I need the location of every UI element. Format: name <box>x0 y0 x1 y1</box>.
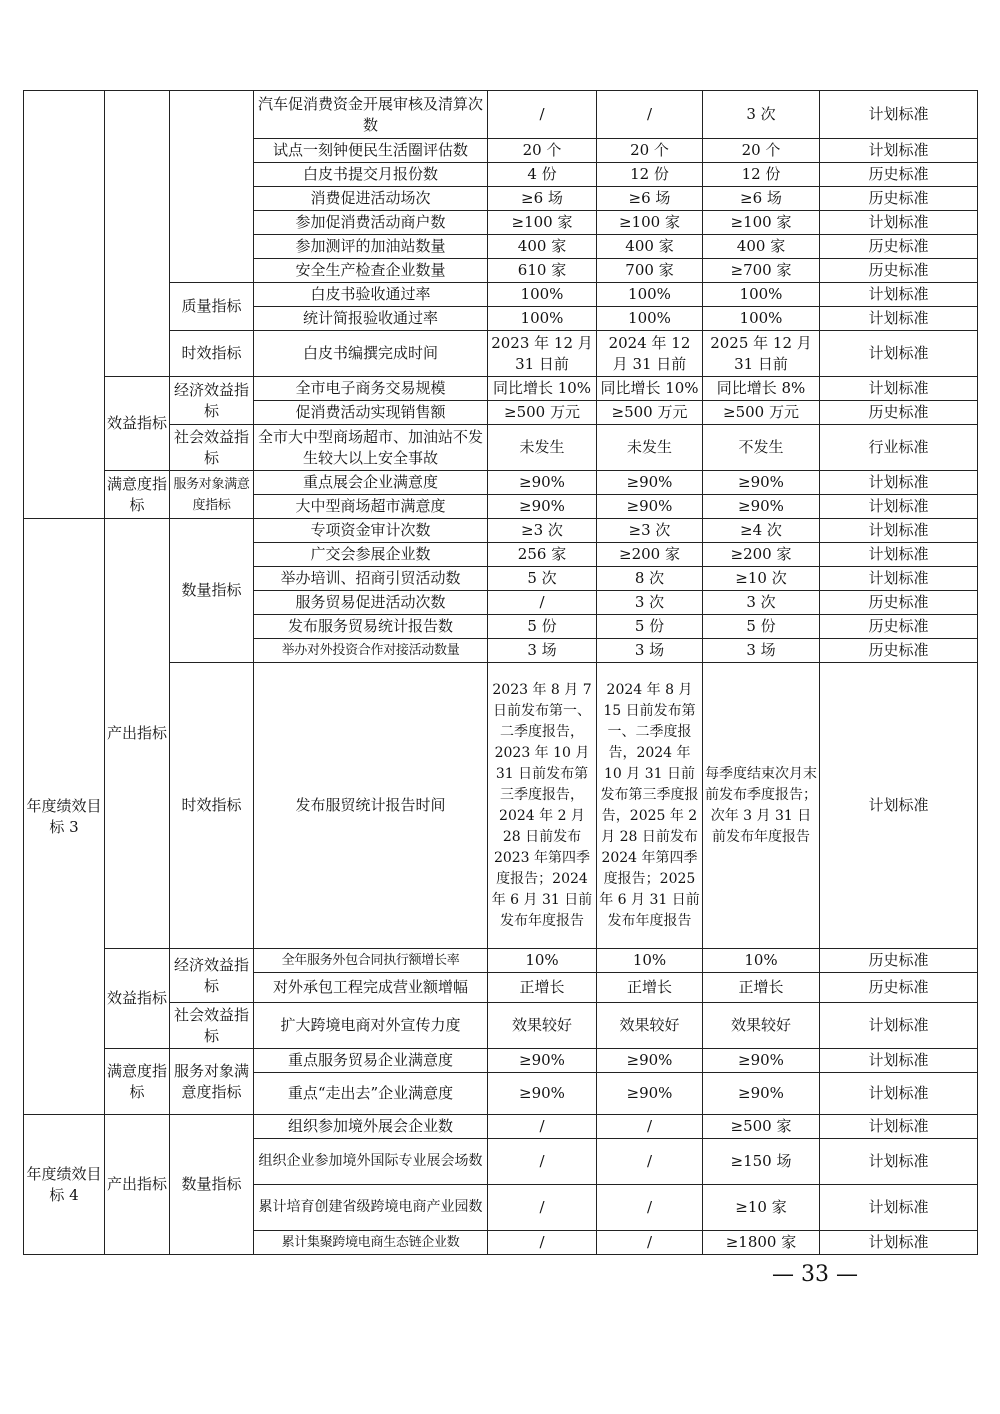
value-2023-cell: ≥90% <box>488 1049 597 1073</box>
section-cell: 时效指标 <box>170 331 254 377</box>
value-2025-cell: ≥500 万元 <box>703 401 820 425</box>
value-2024-cell: 效果较好 <box>597 1003 703 1049</box>
value-2023-cell: 10% <box>488 949 597 973</box>
value-2024-cell: ≥3 次 <box>597 519 703 543</box>
value-2025-cell: 20 个 <box>703 139 820 163</box>
value-2023-cell: 100% <box>488 283 597 307</box>
standard-cell: 历史标准 <box>820 187 978 211</box>
value-2024-cell: ≥90% <box>597 1073 703 1115</box>
value-2023-cell: 未发生 <box>488 425 597 471</box>
indicator-cell: 扩大跨境电商对外宣传力度 <box>254 1003 488 1049</box>
indicator-cell: 参加测评的加油站数量 <box>254 235 488 259</box>
value-2024-cell: 20 个 <box>597 139 703 163</box>
value-2025-cell: 3 场 <box>703 639 820 663</box>
category-cell: 效益指标 <box>105 377 170 471</box>
value-2023-cell: 正增长 <box>488 973 597 1003</box>
value-2025-cell: 100% <box>703 283 820 307</box>
value-2023-cell: / <box>488 1185 597 1231</box>
standard-cell: 计划标准 <box>820 211 978 235</box>
value-2023-cell: ≥500 万元 <box>488 401 597 425</box>
section-cell: 社会效益指标 <box>170 1003 254 1049</box>
indicator-cell: 试点一刻钟便民生活圈评估数 <box>254 139 488 163</box>
value-2024-cell: ≥90% <box>597 495 703 519</box>
section-cell: 质量指标 <box>170 283 254 331</box>
standard-cell: 历史标准 <box>820 949 978 973</box>
value-2024-cell: / <box>597 1115 703 1139</box>
value-2025-cell: ≥4 次 <box>703 519 820 543</box>
indicator-cell: 服务贸易促进活动次数 <box>254 591 488 615</box>
value-2025-cell: 3 次 <box>703 91 820 139</box>
indicator-cell: 举办培训、招商引贸活动数 <box>254 567 488 591</box>
indicator-cell: 发布服贸统计报告时间 <box>254 663 488 949</box>
indicator-cell: 大中型商场超市满意度 <box>254 495 488 519</box>
indicator-cell: 汽车促消费资金开展审核及清算次数 <box>254 91 488 139</box>
indicator-cell: 白皮书编撰完成时间 <box>254 331 488 377</box>
standard-cell: 历史标准 <box>820 639 978 663</box>
standard-cell: 计划标准 <box>820 139 978 163</box>
category-cell: 效益指标 <box>105 949 170 1049</box>
value-2023-cell: ≥6 场 <box>488 187 597 211</box>
indicator-cell: 重点服务贸易企业满意度 <box>254 1049 488 1073</box>
value-2023-cell: 100% <box>488 307 597 331</box>
value-2024-cell: ≥200 家 <box>597 543 703 567</box>
standard-cell: 计划标准 <box>820 1003 978 1049</box>
standard-cell: 计划标准 <box>820 543 978 567</box>
standard-cell: 计划标准 <box>820 1049 978 1073</box>
indicator-cell: 促消费活动实现销售额 <box>254 401 488 425</box>
value-2025-cell: ≥150 场 <box>703 1139 820 1185</box>
value-2025-cell: ≥6 场 <box>703 187 820 211</box>
standard-cell: 计划标准 <box>820 377 978 401</box>
indicator-cell: 消费促进活动场次 <box>254 187 488 211</box>
value-2023-cell: 4 份 <box>488 163 597 187</box>
value-2025-cell: 5 份 <box>703 615 820 639</box>
standard-cell: 计划标准 <box>820 307 978 331</box>
value-2023-cell: 5 次 <box>488 567 597 591</box>
indicator-cell: 组织企业参加境外国际专业展会场数 <box>254 1139 488 1185</box>
value-2025-cell: ≥1800 家 <box>703 1231 820 1255</box>
standard-cell: 计划标准 <box>820 1185 978 1231</box>
value-2025-cell: 同比增长 8% <box>703 377 820 401</box>
value-2025-cell: 400 家 <box>703 235 820 259</box>
indicator-cell: 发布服务贸易统计报告数 <box>254 615 488 639</box>
value-2025-cell: 正增长 <box>703 973 820 1003</box>
indicator-cell: 重点展会企业满意度 <box>254 471 488 495</box>
table-row <box>24 377 978 401</box>
value-2023-cell: ≥90% <box>488 1073 597 1115</box>
value-2025-cell: ≥10 家 <box>703 1185 820 1231</box>
table-row <box>24 91 978 139</box>
standard-cell: 计划标准 <box>820 567 978 591</box>
standard-cell: 计划标准 <box>820 471 978 495</box>
standard-cell: 计划标准 <box>820 663 978 949</box>
value-2025-cell: 10% <box>703 949 820 973</box>
standard-cell: 计划标准 <box>820 283 978 307</box>
value-2025-cell: ≥700 家 <box>703 259 820 283</box>
value-2024-cell: 2024 年 8 月 15 日前发布第一、二季度报告，2024 年 10 月 31 日前发布第三季度报告，2025 年 2 月 28 日前发布 2024 年第四季度报告；2025 年 6 月 31 日前发布年度报告 <box>597 663 703 949</box>
value-2024-cell: ≥90% <box>597 1049 703 1073</box>
value-2023-cell: ≥90% <box>488 495 597 519</box>
standard-cell: 历史标准 <box>820 235 978 259</box>
indicator-cell: 组织参加境外展会企业数 <box>254 1115 488 1139</box>
section-cell: 数量指标 <box>170 1115 254 1255</box>
section-cell: 数量指标 <box>170 519 254 663</box>
section-cell: 服务对象满意度指标 <box>170 471 254 519</box>
value-2024-cell: ≥90% <box>597 471 703 495</box>
value-2025-cell: ≥200 家 <box>703 543 820 567</box>
standard-cell: 计划标准 <box>820 519 978 543</box>
value-2023-cell: / <box>488 1231 597 1255</box>
indicator-cell: 安全生产检查企业数量 <box>254 259 488 283</box>
value-2024-cell: ≥6 场 <box>597 187 703 211</box>
value-2024-cell: / <box>597 1139 703 1185</box>
performance-indicator-table <box>23 90 978 1255</box>
standard-cell: 计划标准 <box>820 91 978 139</box>
standard-cell: 计划标准 <box>820 1139 978 1185</box>
indicator-cell: 重点“走出去”企业满意度 <box>254 1073 488 1115</box>
value-2023-cell: / <box>488 1139 597 1185</box>
value-2025-cell: ≥10 次 <box>703 567 820 591</box>
standard-cell: 历史标准 <box>820 163 978 187</box>
standard-cell: 历史标准 <box>820 259 978 283</box>
value-2023-cell: 效果较好 <box>488 1003 597 1049</box>
value-2024-cell: 3 场 <box>597 639 703 663</box>
value-2024-cell: ≥100 家 <box>597 211 703 235</box>
value-2025-cell: ≥90% <box>703 1073 820 1115</box>
value-2023-cell: 256 家 <box>488 543 597 567</box>
standard-cell: 计划标准 <box>820 1073 978 1115</box>
section-cell: 经济效益指标 <box>170 949 254 1003</box>
indicator-cell: 累计培育创建省级跨境电商产业园数 <box>254 1185 488 1231</box>
value-2024-cell: / <box>597 91 703 139</box>
section-cell-blank <box>170 91 254 283</box>
category-cell-blank <box>105 91 170 377</box>
value-2023-cell: 2023 年 12 月 31 日前 <box>488 331 597 377</box>
value-2023-cell: 610 家 <box>488 259 597 283</box>
table-row <box>24 1115 978 1139</box>
value-2024-cell: 3 次 <box>597 591 703 615</box>
value-2025-cell: 3 次 <box>703 591 820 615</box>
value-2023-cell: ≥3 次 <box>488 519 597 543</box>
standard-cell: 计划标准 <box>820 1231 978 1255</box>
value-2024-cell: 100% <box>597 307 703 331</box>
table-row <box>24 471 978 495</box>
indicator-cell: 全年服务外包合同执行额增长率 <box>254 949 488 973</box>
value-2023-cell: 同比增长 10% <box>488 377 597 401</box>
goal-cell: 年度绩效目标 3 <box>24 519 105 1115</box>
indicator-cell: 举办对外投资合作对接活动数量 <box>254 639 488 663</box>
value-2024-cell: 8 次 <box>597 567 703 591</box>
page-number: — 33 — <box>772 1262 858 1287</box>
indicator-cell: 白皮书提交月报份数 <box>254 163 488 187</box>
value-2025-cell: 每季度结束次月末前发布季度报告；次年 3 月 31 日前发布年度报告 <box>703 663 820 949</box>
value-2025-cell: 效果较好 <box>703 1003 820 1049</box>
goal-cell-blank <box>24 91 105 519</box>
value-2025-cell: 100% <box>703 307 820 331</box>
value-2025-cell: ≥90% <box>703 1049 820 1073</box>
value-2023-cell: 20 个 <box>488 139 597 163</box>
indicator-cell: 全市电子商务交易规模 <box>254 377 488 401</box>
standard-cell: 历史标准 <box>820 973 978 1003</box>
indicator-cell: 广交会参展企业数 <box>254 543 488 567</box>
value-2023-cell: 5 份 <box>488 615 597 639</box>
section-cell: 服务对象满意度指标 <box>170 1049 254 1115</box>
standard-cell: 行业标准 <box>820 425 978 471</box>
indicator-cell: 全市大中型商场超市、加油站不发生较大以上安全事故 <box>254 425 488 471</box>
value-2025-cell: 2025 年 12 月 31 日前 <box>703 331 820 377</box>
table-row <box>24 519 978 543</box>
value-2024-cell: 100% <box>597 283 703 307</box>
standard-cell: 计划标准 <box>820 495 978 519</box>
value-2023-cell: / <box>488 91 597 139</box>
indicator-cell: 对外承包工程完成营业额增幅 <box>254 973 488 1003</box>
indicator-cell: 参加促消费活动商户数 <box>254 211 488 235</box>
value-2023-cell: ≥100 家 <box>488 211 597 235</box>
category-cell: 产出指标 <box>105 1115 170 1255</box>
section-cell: 经济效益指标 <box>170 377 254 425</box>
value-2024-cell: 700 家 <box>597 259 703 283</box>
value-2024-cell: 10% <box>597 949 703 973</box>
category-cell: 满意度指标 <box>105 1049 170 1115</box>
value-2024-cell: 2024 年 12 月 31 日前 <box>597 331 703 377</box>
indicator-cell: 累计集聚跨境电商生态链企业数 <box>254 1231 488 1255</box>
category-cell: 产出指标 <box>105 519 170 949</box>
section-cell: 社会效益指标 <box>170 425 254 471</box>
value-2025-cell: ≥500 家 <box>703 1115 820 1139</box>
value-2025-cell: ≥90% <box>703 471 820 495</box>
value-2024-cell: / <box>597 1231 703 1255</box>
value-2024-cell: 400 家 <box>597 235 703 259</box>
value-2023-cell: ≥90% <box>488 471 597 495</box>
table-row <box>24 1049 978 1073</box>
value-2025-cell: 不发生 <box>703 425 820 471</box>
value-2025-cell: ≥90% <box>703 495 820 519</box>
value-2023-cell: 2023 年 8 月 7 日前发布第一、二季度报告，2023 年 10 月 31 日前发布第三季度报告，2024 年 2 月 28 日前发布 2023 年第四季度报告；2024 年 6 月 31 日前发布年度报告 <box>488 663 597 949</box>
value-2023-cell: / <box>488 591 597 615</box>
value-2024-cell: / <box>597 1185 703 1231</box>
standard-cell: 历史标准 <box>820 591 978 615</box>
value-2023-cell: 3 场 <box>488 639 597 663</box>
value-2024-cell: 未发生 <box>597 425 703 471</box>
table-row <box>24 949 978 973</box>
standard-cell: 历史标准 <box>820 615 978 639</box>
value-2024-cell: 5 份 <box>597 615 703 639</box>
value-2023-cell: 400 家 <box>488 235 597 259</box>
value-2024-cell: 正增长 <box>597 973 703 1003</box>
value-2023-cell: / <box>488 1115 597 1139</box>
value-2025-cell: ≥100 家 <box>703 211 820 235</box>
standard-cell: 计划标准 <box>820 1115 978 1139</box>
category-cell: 满意度指标 <box>105 471 170 519</box>
indicator-cell: 统计简报验收通过率 <box>254 307 488 331</box>
standard-cell: 计划标准 <box>820 331 978 377</box>
value-2024-cell: 同比增长 10% <box>597 377 703 401</box>
standard-cell: 历史标准 <box>820 401 978 425</box>
section-cell: 时效指标 <box>170 663 254 949</box>
value-2024-cell: 12 份 <box>597 163 703 187</box>
indicator-cell: 白皮书验收通过率 <box>254 283 488 307</box>
value-2025-cell: 12 份 <box>703 163 820 187</box>
value-2024-cell: ≥500 万元 <box>597 401 703 425</box>
goal-cell: 年度绩效目标 4 <box>24 1115 105 1255</box>
indicator-cell: 专项资金审计次数 <box>254 519 488 543</box>
